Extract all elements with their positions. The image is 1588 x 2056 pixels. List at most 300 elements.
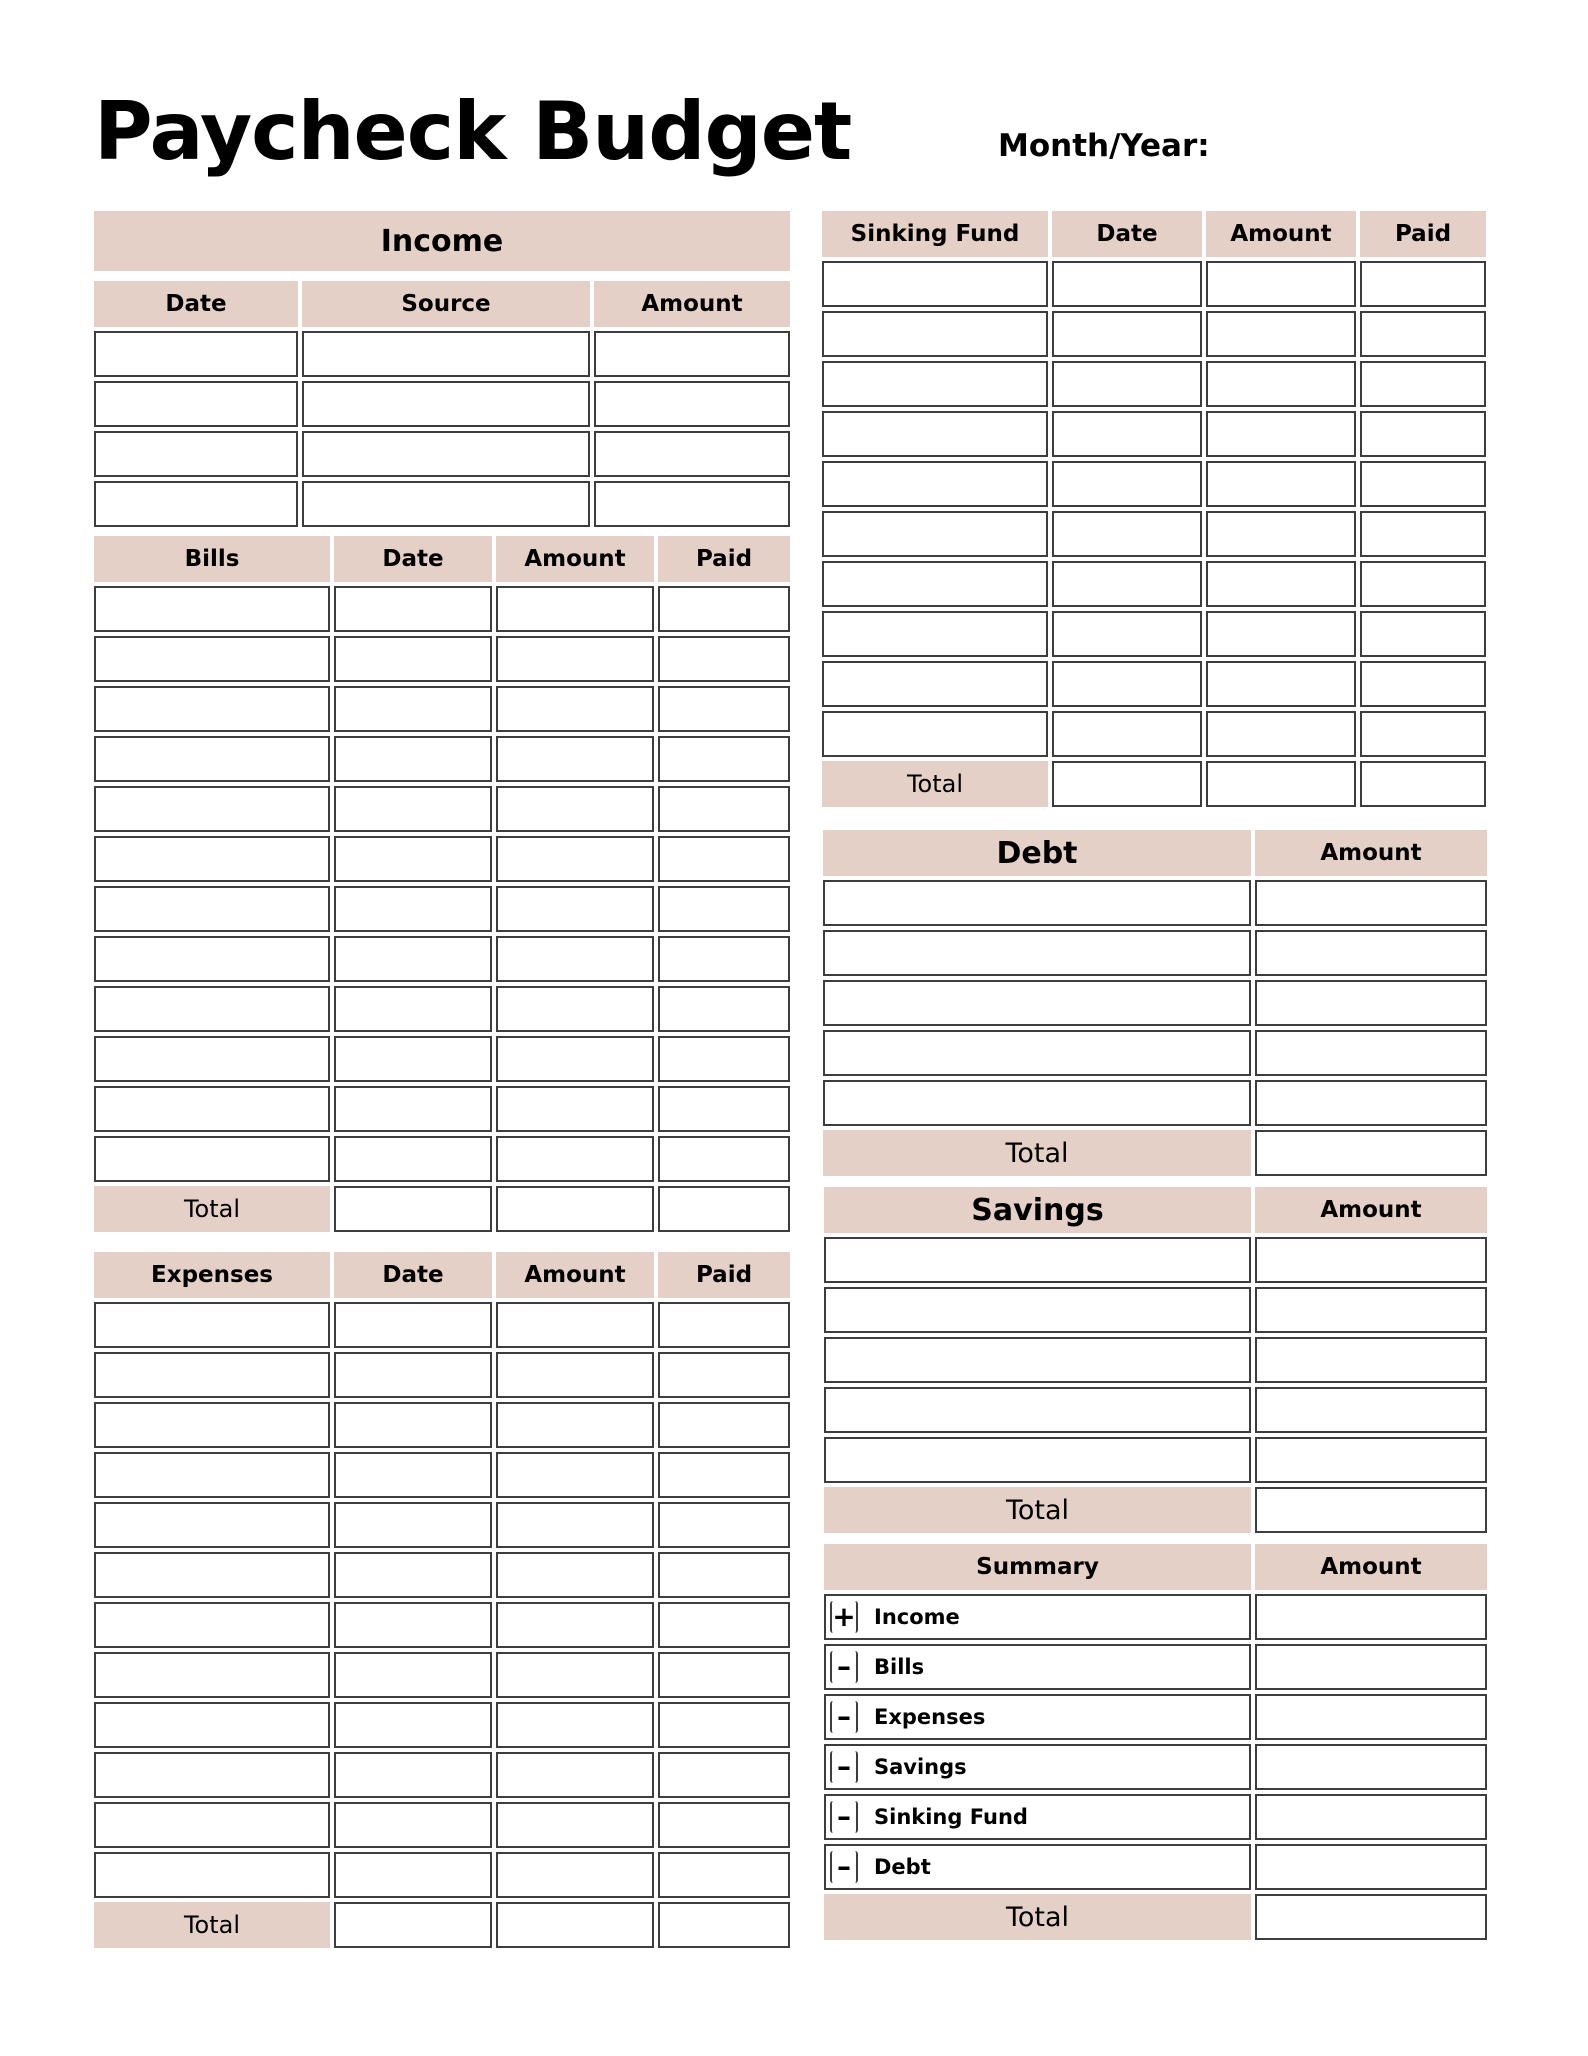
minus-icon: –: [830, 1801, 858, 1833]
sinking-amount-cell[interactable]: [1206, 511, 1356, 557]
expenses-expenses-cell[interactable]: [94, 1802, 330, 1848]
sinking-paid-cell[interactable]: [1360, 461, 1486, 507]
bills-bills-cell[interactable]: [94, 586, 330, 632]
bills-bills-cell[interactable]: [94, 1136, 330, 1182]
summary-item-label: Sinking Fund: [874, 1805, 1028, 1829]
bills-bills-cell[interactable]: [94, 1086, 330, 1132]
table-row: [824, 1437, 1487, 1483]
summary-amount-cell[interactable]: [1255, 1644, 1487, 1690]
summary-item-bills: [824, 1644, 1251, 1690]
sinking-amount-cell[interactable]: [1206, 611, 1356, 657]
bills-date-cell[interactable]: [334, 836, 492, 882]
savings-total-label: Total: [824, 1487, 1251, 1533]
bills-date-cell[interactable]: [334, 786, 492, 832]
table-row: [94, 1602, 790, 1648]
summary-item-label: Debt: [874, 1855, 931, 1879]
expenses-amount-cell[interactable]: [496, 1602, 654, 1648]
sinking-date-cell[interactable]: [1052, 561, 1202, 607]
expenses-paid-cell[interactable]: [658, 1402, 790, 1448]
bills-total-amount-cell[interactable]: [496, 1186, 654, 1232]
sinking-header-date: Date: [1052, 211, 1202, 257]
debt-header-debt: Debt: [823, 830, 1251, 876]
expenses-header-date: Date: [334, 1252, 492, 1298]
table-row: [94, 1402, 790, 1448]
table-row: [94, 886, 790, 932]
income-title: Income: [94, 211, 790, 271]
table-row: [824, 1337, 1487, 1383]
sinking-date-cell[interactable]: [1052, 461, 1202, 507]
income-source-cell[interactable]: [302, 481, 590, 527]
sinking-sinking-fund-cell[interactable]: [822, 611, 1048, 657]
debt-total-row: [823, 1130, 1487, 1176]
table-row: [822, 411, 1486, 457]
expenses-amount-cell[interactable]: [496, 1702, 654, 1748]
expenses-expenses-cell[interactable]: [94, 1702, 330, 1748]
debt-amount-cell[interactable]: [1255, 980, 1487, 1026]
table-row: [94, 1802, 790, 1848]
bills-amount-cell[interactable]: [496, 636, 654, 682]
table-row: [94, 1852, 790, 1898]
expenses-amount-cell[interactable]: [496, 1752, 654, 1798]
sinking-amount-cell[interactable]: [1206, 261, 1356, 307]
expenses-paid-cell[interactable]: [658, 1652, 790, 1698]
bills-amount-cell[interactable]: [496, 836, 654, 882]
bills-date-cell[interactable]: [334, 736, 492, 782]
bills-amount-cell[interactable]: [496, 786, 654, 832]
bills-paid-cell[interactable]: [658, 736, 790, 782]
savings-total-row: [824, 1487, 1487, 1533]
debt-amount-cell[interactable]: [1255, 1030, 1487, 1076]
expenses-expenses-cell[interactable]: [94, 1602, 330, 1648]
bills-date-cell[interactable]: [334, 986, 492, 1032]
table-row: [822, 461, 1486, 507]
income-date-cell[interactable]: [94, 431, 298, 477]
bills-date-cell[interactable]: [334, 1136, 492, 1182]
debt-debt-cell[interactable]: [823, 1080, 1251, 1126]
summary-item-savings: [824, 1744, 1251, 1790]
table-row: [94, 586, 790, 632]
income-header-date: Date: [94, 281, 298, 327]
expenses-paid-cell[interactable]: [658, 1852, 790, 1898]
plus-icon: +: [830, 1601, 858, 1633]
sinking-total-date-cell[interactable]: [1052, 761, 1202, 807]
summary-item-label: Income: [874, 1605, 960, 1629]
expenses-date-cell[interactable]: [334, 1502, 492, 1548]
sinking-sinking-fund-cell[interactable]: [822, 711, 1048, 757]
savings-savings-cell[interactable]: [824, 1237, 1251, 1283]
income-date-cell[interactable]: [94, 331, 298, 377]
sinking-total-paid-cell[interactable]: [1360, 761, 1486, 807]
sinking-date-cell[interactable]: [1052, 261, 1202, 307]
table-row: [94, 1702, 790, 1748]
bills-bills-cell[interactable]: [94, 986, 330, 1032]
table-row: [94, 936, 790, 982]
table-row: [94, 1086, 790, 1132]
sinking-date-cell[interactable]: [1052, 661, 1202, 707]
summary-item-expenses: [824, 1694, 1251, 1740]
bills-amount-cell[interactable]: [496, 936, 654, 982]
expenses-total-row: [94, 1902, 790, 1948]
table-row: [823, 1030, 1487, 1076]
month-year-field[interactable]: [1200, 120, 1490, 160]
bills-amount-cell[interactable]: [496, 1136, 654, 1182]
expenses-expenses-cell[interactable]: [94, 1452, 330, 1498]
table-row: [823, 880, 1487, 926]
expenses-expenses-cell[interactable]: [94, 1402, 330, 1448]
expenses-expenses-cell[interactable]: [94, 1502, 330, 1548]
expenses-expenses-cell[interactable]: [94, 1752, 330, 1798]
expenses-header-amount: Amount: [496, 1252, 654, 1298]
expenses-expenses-cell[interactable]: [94, 1352, 330, 1398]
summary-row-income: [824, 1594, 1487, 1640]
table-row: [822, 261, 1486, 307]
bills-amount-cell[interactable]: [496, 686, 654, 732]
sinking-sinking-fund-cell[interactable]: [822, 261, 1048, 307]
summary-row-debt: [824, 1844, 1487, 1890]
table-row: [94, 331, 790, 377]
debt-table: [823, 830, 1487, 1176]
sinking-amount-cell[interactable]: [1206, 561, 1356, 607]
summary-row-sinking-fund: [824, 1794, 1487, 1840]
table-row: [94, 636, 790, 682]
expenses-amount-cell[interactable]: [496, 1852, 654, 1898]
table-row: [824, 1237, 1487, 1283]
sinking-paid-cell[interactable]: [1360, 411, 1486, 457]
summary-amount-cell[interactable]: [1255, 1744, 1487, 1790]
bills-total-paid-cell[interactable]: [658, 1186, 790, 1232]
table-row: [94, 1652, 790, 1698]
table-row: [94, 1352, 790, 1398]
expenses-date-cell[interactable]: [334, 1752, 492, 1798]
expenses-date-cell[interactable]: [334, 1602, 492, 1648]
sinking-date-cell[interactable]: [1052, 611, 1202, 657]
summary-item-debt: [824, 1844, 1251, 1890]
sinking-total-label: Total: [822, 761, 1048, 807]
expenses-amount-cell[interactable]: [496, 1502, 654, 1548]
sinking-date-cell[interactable]: [1052, 361, 1202, 407]
debt-total-label: Total: [823, 1130, 1251, 1176]
savings-savings-cell[interactable]: [824, 1337, 1251, 1383]
sinking-date-cell[interactable]: [1052, 411, 1202, 457]
bills-paid-cell[interactable]: [658, 686, 790, 732]
table-row: [94, 381, 790, 427]
sinking-date-cell[interactable]: [1052, 711, 1202, 757]
bills-paid-cell[interactable]: [658, 586, 790, 632]
summary-table: [824, 1544, 1487, 1940]
bills-bills-cell[interactable]: [94, 686, 330, 732]
income-source-cell[interactable]: [302, 431, 590, 477]
sinking-paid-cell[interactable]: [1360, 311, 1486, 357]
bills-table: [94, 536, 790, 1232]
table-row: [823, 980, 1487, 1026]
summary-total-amount-cell[interactable]: [1255, 1894, 1487, 1940]
table-row: [822, 711, 1486, 757]
sinking-sinking-fund-cell[interactable]: [822, 461, 1048, 507]
income-header-source: Source: [302, 281, 590, 327]
minus-icon: –: [830, 1701, 858, 1733]
bills-total-label: Total: [94, 1186, 330, 1232]
income-amount-cell[interactable]: [594, 431, 790, 477]
bills-header-date: Date: [334, 536, 492, 582]
table-row: [823, 1080, 1487, 1126]
sinking-amount-cell[interactable]: [1206, 711, 1356, 757]
table-row: [822, 511, 1486, 557]
sinking-amount-cell[interactable]: [1206, 361, 1356, 407]
expenses-amount-cell[interactable]: [496, 1352, 654, 1398]
sinking-paid-cell[interactable]: [1360, 611, 1486, 657]
bills-date-cell[interactable]: [334, 636, 492, 682]
debt-debt-cell[interactable]: [823, 980, 1251, 1026]
expenses-paid-cell[interactable]: [658, 1552, 790, 1598]
expenses-paid-cell[interactable]: [658, 1752, 790, 1798]
table-row: [94, 1752, 790, 1798]
summary-amount-cell[interactable]: [1255, 1594, 1487, 1640]
table-row: [94, 1502, 790, 1548]
expenses-expenses-cell[interactable]: [94, 1302, 330, 1348]
table-row: [822, 311, 1486, 357]
income-date-cell[interactable]: [94, 381, 298, 427]
minus-icon: –: [830, 1851, 858, 1883]
bills-paid-cell[interactable]: [658, 936, 790, 982]
sinking-total-row: [822, 761, 1486, 807]
bills-date-cell[interactable]: [334, 886, 492, 932]
debt-total-amount-cell[interactable]: [1255, 1130, 1487, 1176]
summary-item-label: Savings: [874, 1755, 967, 1779]
debt-amount-cell[interactable]: [1255, 1080, 1487, 1126]
bills-bills-cell[interactable]: [94, 1036, 330, 1082]
bills-bills-cell[interactable]: [94, 736, 330, 782]
bills-header-amount: Amount: [496, 536, 654, 582]
expenses-date-cell[interactable]: [334, 1552, 492, 1598]
sinking-sinking-fund-cell[interactable]: [822, 411, 1048, 457]
expenses-paid-cell[interactable]: [658, 1452, 790, 1498]
expenses-amount-cell[interactable]: [496, 1652, 654, 1698]
summary-header-summary: Summary: [824, 1544, 1251, 1590]
expenses-header-expenses: Expenses: [94, 1252, 330, 1298]
expenses-date-cell[interactable]: [334, 1302, 492, 1348]
sinking-paid-cell[interactable]: [1360, 511, 1486, 557]
bills-total-date-cell[interactable]: [334, 1186, 492, 1232]
bills-header-bills: Bills: [94, 536, 330, 582]
summary-row-expenses: [824, 1694, 1487, 1740]
sinking-amount-cell[interactable]: [1206, 411, 1356, 457]
income-source-cell[interactable]: [302, 331, 590, 377]
table-row: [94, 1552, 790, 1598]
bills-bills-cell[interactable]: [94, 636, 330, 682]
table-row: [94, 736, 790, 782]
sinking-amount-cell[interactable]: [1206, 311, 1356, 357]
summary-header-amount: Amount: [1255, 1544, 1487, 1590]
bills-date-cell[interactable]: [334, 686, 492, 732]
bills-paid-cell[interactable]: [658, 836, 790, 882]
table-row: [94, 686, 790, 732]
bills-amount-cell[interactable]: [496, 886, 654, 932]
bills-date-cell[interactable]: [334, 936, 492, 982]
summary-item-label: Expenses: [874, 1705, 986, 1729]
table-row: [822, 611, 1486, 657]
expenses-date-cell[interactable]: [334, 1652, 492, 1698]
savings-amount-cell[interactable]: [1255, 1237, 1487, 1283]
sinking-header-paid: Paid: [1360, 211, 1486, 257]
table-row: [94, 986, 790, 1032]
bills-paid-cell[interactable]: [658, 986, 790, 1032]
sinking-paid-cell[interactable]: [1360, 561, 1486, 607]
expenses-date-cell[interactable]: [334, 1852, 492, 1898]
sinking-header-sinking-fund: Sinking Fund: [822, 211, 1048, 257]
sinking-amount-cell[interactable]: [1206, 461, 1356, 507]
table-row: [94, 1136, 790, 1182]
table-row: [94, 481, 790, 527]
sinking-paid-cell[interactable]: [1360, 361, 1486, 407]
expenses-total-paid-cell[interactable]: [658, 1902, 790, 1948]
bills-paid-cell[interactable]: [658, 886, 790, 932]
summary-amount-cell[interactable]: [1255, 1794, 1487, 1840]
table-row: [823, 930, 1487, 976]
table-row: [94, 836, 790, 882]
sinking-amount-cell[interactable]: [1206, 661, 1356, 707]
debt-debt-cell[interactable]: [823, 880, 1251, 926]
savings-amount-cell[interactable]: [1255, 1437, 1487, 1483]
expenses-paid-cell[interactable]: [658, 1802, 790, 1848]
expenses-paid-cell[interactable]: [658, 1352, 790, 1398]
summary-amount-cell[interactable]: [1255, 1844, 1487, 1890]
sinking-paid-cell[interactable]: [1360, 261, 1486, 307]
minus-icon: –: [830, 1751, 858, 1783]
bills-total-row: [94, 1186, 790, 1232]
sinking-paid-cell[interactable]: [1360, 711, 1486, 757]
table-row: [94, 1036, 790, 1082]
sinking-header-amount: Amount: [1206, 211, 1356, 257]
expenses-expenses-cell[interactable]: [94, 1552, 330, 1598]
bills-amount-cell[interactable]: [496, 1086, 654, 1132]
sinking-total-amount-cell[interactable]: [1206, 761, 1356, 807]
sinking-sinking-fund-cell[interactable]: [822, 561, 1048, 607]
summary-amount-cell[interactable]: [1255, 1694, 1487, 1740]
expenses-amount-cell[interactable]: [496, 1302, 654, 1348]
debt-debt-cell[interactable]: [823, 930, 1251, 976]
expenses-total-label: Total: [94, 1902, 330, 1948]
sinking-sinking-fund-cell[interactable]: [822, 361, 1048, 407]
savings-savings-cell[interactable]: [824, 1387, 1251, 1433]
bills-header-paid: Paid: [658, 536, 790, 582]
expenses-date-cell[interactable]: [334, 1802, 492, 1848]
expenses-paid-cell[interactable]: [658, 1302, 790, 1348]
debt-header-amount: Amount: [1255, 830, 1487, 876]
savings-savings-cell[interactable]: [824, 1437, 1251, 1483]
savings-amount-cell[interactable]: [1255, 1337, 1487, 1383]
expenses-amount-cell[interactable]: [496, 1402, 654, 1448]
sinking-paid-cell[interactable]: [1360, 661, 1486, 707]
summary-total-label: Total: [824, 1894, 1251, 1940]
sinking-date-cell[interactable]: [1052, 511, 1202, 557]
bills-paid-cell[interactable]: [658, 786, 790, 832]
bills-bills-cell[interactable]: [94, 836, 330, 882]
page-title: Paycheck Budget: [94, 85, 852, 178]
bills-paid-cell[interactable]: [658, 1086, 790, 1132]
bills-date-cell[interactable]: [334, 1086, 492, 1132]
bills-amount-cell[interactable]: [496, 986, 654, 1032]
table-row: [94, 1302, 790, 1348]
bills-amount-cell[interactable]: [496, 736, 654, 782]
expenses-date-cell[interactable]: [334, 1702, 492, 1748]
expenses-expenses-cell[interactable]: [94, 1852, 330, 1898]
expenses-date-cell[interactable]: [334, 1352, 492, 1398]
bills-paid-cell[interactable]: [658, 636, 790, 682]
expenses-amount-cell[interactable]: [496, 1802, 654, 1848]
bills-date-cell[interactable]: [334, 1036, 492, 1082]
sinking-sinking-fund-cell[interactable]: [822, 661, 1048, 707]
savings-header-amount: Amount: [1255, 1187, 1487, 1233]
bills-bills-cell[interactable]: [94, 786, 330, 832]
expenses-table: [94, 1252, 790, 1948]
expenses-date-cell[interactable]: [334, 1452, 492, 1498]
savings-amount-cell[interactable]: [1255, 1287, 1487, 1333]
expenses-total-date-cell[interactable]: [334, 1902, 492, 1948]
bills-paid-cell[interactable]: [658, 1136, 790, 1182]
expenses-header-paid: Paid: [658, 1252, 790, 1298]
summary-row-savings: [824, 1744, 1487, 1790]
bills-amount-cell[interactable]: [496, 1036, 654, 1082]
table-row: [822, 661, 1486, 707]
bills-bills-cell[interactable]: [94, 936, 330, 982]
bills-paid-cell[interactable]: [658, 1036, 790, 1082]
income-amount-cell[interactable]: [594, 481, 790, 527]
expenses-amount-cell[interactable]: [496, 1452, 654, 1498]
summary-item-income: [824, 1594, 1251, 1640]
income-date-cell[interactable]: [94, 481, 298, 527]
savings-table: [824, 1187, 1487, 1533]
sinking-sinking-fund-cell[interactable]: [822, 511, 1048, 557]
savings-total-amount-cell[interactable]: [1255, 1487, 1487, 1533]
savings-header-savings: Savings: [824, 1187, 1251, 1233]
expenses-paid-cell[interactable]: [658, 1602, 790, 1648]
summary-item-sinking-fund: [824, 1794, 1251, 1840]
table-row: [824, 1387, 1487, 1433]
bills-bills-cell[interactable]: [94, 886, 330, 932]
debt-debt-cell[interactable]: [823, 1030, 1251, 1076]
expenses-expenses-cell[interactable]: [94, 1652, 330, 1698]
summary-row-bills: [824, 1644, 1487, 1690]
income-source-cell[interactable]: [302, 381, 590, 427]
sinking-sinking-fund-cell[interactable]: [822, 311, 1048, 357]
sinking-date-cell[interactable]: [1052, 311, 1202, 357]
table-row: [94, 1452, 790, 1498]
savings-amount-cell[interactable]: [1255, 1387, 1487, 1433]
income-table: [94, 211, 790, 531]
expenses-amount-cell[interactable]: [496, 1552, 654, 1598]
summary-item-label: Bills: [874, 1655, 925, 1679]
table-row: [94, 431, 790, 477]
table-row: [822, 361, 1486, 407]
bills-date-cell[interactable]: [334, 586, 492, 632]
debt-amount-cell[interactable]: [1255, 930, 1487, 976]
summary-total-row: [824, 1894, 1487, 1940]
savings-savings-cell[interactable]: [824, 1287, 1251, 1333]
expenses-paid-cell[interactable]: [658, 1702, 790, 1748]
month-year-label: Month/Year:: [998, 128, 1210, 164]
income-amount-cell[interactable]: [594, 381, 790, 427]
debt-amount-cell[interactable]: [1255, 880, 1487, 926]
expenses-total-amount-cell[interactable]: [496, 1902, 654, 1948]
table-row: [822, 561, 1486, 607]
minus-icon: –: [830, 1651, 858, 1683]
income-amount-cell[interactable]: [594, 331, 790, 377]
table-row: [94, 786, 790, 832]
table-row: [824, 1287, 1487, 1333]
bills-amount-cell[interactable]: [496, 586, 654, 632]
expenses-paid-cell[interactable]: [658, 1502, 790, 1548]
expenses-date-cell[interactable]: [334, 1402, 492, 1448]
